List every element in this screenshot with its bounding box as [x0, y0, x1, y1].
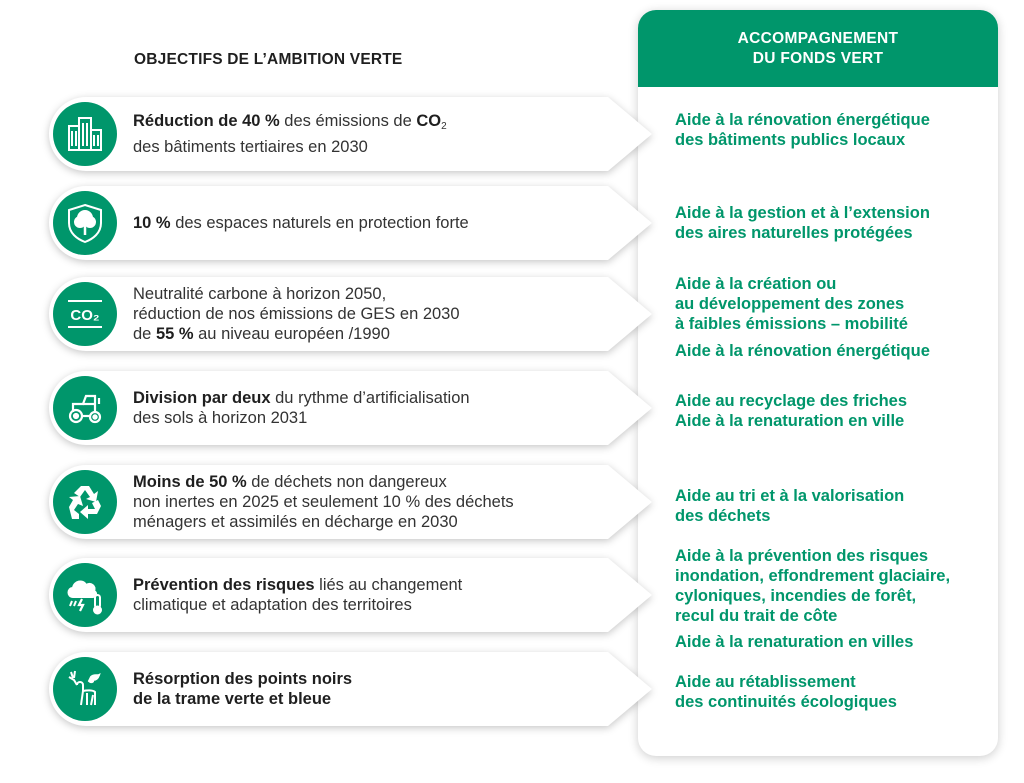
- objective-line: [133, 669, 598, 689]
- tractor-icon: [53, 376, 117, 440]
- objective-text: [133, 556, 598, 634]
- objective-segment: CO: [416, 112, 442, 130]
- objective-text: [133, 369, 598, 447]
- objective-segment: des sols à horizon 2031: [133, 409, 308, 427]
- co2-icon: [53, 282, 117, 346]
- aid-line: Aide à la rénovation énergétique: [675, 111, 930, 129]
- objective-segment: liés au changement: [314, 576, 463, 594]
- objective-line: [133, 304, 598, 324]
- objective-segment: de déchets non dangereux: [246, 473, 447, 491]
- aid-line: inondation, effondrement glaciaire,: [675, 567, 951, 585]
- aid-line: des aires naturelles protégées: [675, 224, 913, 242]
- objective-row: [48, 95, 658, 173]
- aid-item: [675, 341, 930, 361]
- deer-bird-icon: [53, 657, 117, 721]
- objective-line: [133, 137, 598, 157]
- aid-item: [675, 672, 897, 712]
- aid-line: des déchets: [675, 507, 771, 525]
- panel-title-line-2: DU FONDS VERT: [752, 49, 884, 67]
- objective-segment: Division par deux: [133, 389, 271, 407]
- objective-segment: du rythme d’artificialisation: [270, 389, 470, 407]
- objective-text: [133, 95, 598, 173]
- co2-icon-label: CO₂: [70, 307, 100, 324]
- objective-segment: Moins de 50 %: [133, 473, 247, 491]
- objective-line: [133, 595, 598, 615]
- objective-segment: des émissions de: [279, 112, 417, 130]
- objective-segment: 2: [441, 121, 447, 132]
- objective-segment: de la trame verte et bleue: [133, 690, 332, 708]
- objective-text: [133, 650, 598, 728]
- objective-segment: ménagers et assimilés en décharge en 2030: [133, 513, 458, 531]
- recycle-icon: [53, 470, 117, 534]
- objective-segment: Résorption des points noirs: [133, 670, 353, 688]
- aid-line: Aide à la création ou: [675, 275, 837, 293]
- panel-title-line-1: ACCOMPAGNEMENT: [737, 29, 899, 47]
- objective-segment: 55 %: [155, 325, 194, 343]
- objective-line: [133, 111, 598, 137]
- panel-header: [638, 10, 998, 87]
- objective-segment: Neutralité carbone à horizon 2050,: [133, 285, 387, 303]
- aid-line: Aide au rétablissement: [675, 673, 856, 691]
- objective-text: [133, 275, 598, 353]
- objective-segment: des bâtiments tertiaires en 2030: [133, 138, 368, 156]
- aid-line: Aide à la gestion et à l’extension: [675, 204, 930, 222]
- aid-item: [675, 632, 913, 652]
- aid-line: des continuités écologiques: [675, 693, 897, 711]
- aid-item: [675, 203, 930, 243]
- aid-item: [675, 110, 930, 150]
- objective-row: [48, 184, 658, 262]
- aid-item: [675, 274, 908, 334]
- aid-line: Aide à la renaturation en ville: [675, 412, 905, 430]
- aid-line: Aide à la prévention des risques: [675, 547, 929, 565]
- objective-row: [48, 650, 658, 728]
- objective-line: [133, 472, 598, 492]
- objective-row: [48, 275, 658, 353]
- aid-line: cyloniques, incendies de forêt,: [675, 587, 917, 605]
- objective-line: [133, 408, 598, 428]
- protected-tree-icon: [53, 191, 117, 255]
- aid-line: Aide à la rénovation énergétique: [675, 342, 930, 360]
- objective-segment: au niveau européen /1990: [193, 325, 390, 343]
- objective-line: [133, 575, 598, 595]
- aid-line: recul du trait de côte: [675, 607, 838, 625]
- objective-segment: Réduction de 40 %: [133, 112, 280, 130]
- aid-item: [675, 391, 907, 431]
- aid-line: Aide au tri et à la valorisation: [675, 487, 905, 505]
- buildings-icon: [53, 102, 117, 166]
- objective-text: [133, 184, 598, 262]
- objective-segment: réduction de nos émissions de GES en 2030: [133, 305, 460, 323]
- objective-row: [48, 556, 658, 634]
- objective-segment: de: [133, 325, 156, 343]
- objective-line: [133, 324, 598, 344]
- aid-line: Aide à la renaturation en villes: [675, 633, 914, 651]
- aid-item: [675, 486, 904, 526]
- objective-text: [133, 463, 598, 541]
- left-column-title: OBJECTIFS DE L’AMBITION VERTE: [134, 51, 403, 68]
- aid-item: [675, 546, 950, 626]
- objective-segment: 10 %: [133, 214, 171, 232]
- objective-segment: climatique et adaptation des territoires: [133, 596, 412, 614]
- aid-line: à faibles émissions – mobilité: [675, 315, 908, 333]
- storm-thermometer-icon: [53, 563, 117, 627]
- objective-line: [133, 492, 598, 512]
- aid-line: au développement des zones: [675, 295, 905, 313]
- aid-line: des bâtiments publics locaux: [675, 131, 906, 149]
- objective-segment: non inertes en 2025 et seulement 10 % des déchets: [133, 493, 514, 511]
- objective-row: [48, 369, 658, 447]
- objective-line: [133, 284, 598, 304]
- objective-line: [133, 388, 598, 408]
- objective-line: [133, 689, 598, 709]
- objective-line: [133, 512, 598, 532]
- objective-row: [48, 463, 658, 541]
- objective-line: [133, 213, 598, 233]
- objective-segment: Prévention des risques: [133, 576, 315, 594]
- objective-segment: des espaces naturels en protection forte: [170, 214, 469, 232]
- aid-line: Aide au recyclage des friches: [675, 392, 908, 410]
